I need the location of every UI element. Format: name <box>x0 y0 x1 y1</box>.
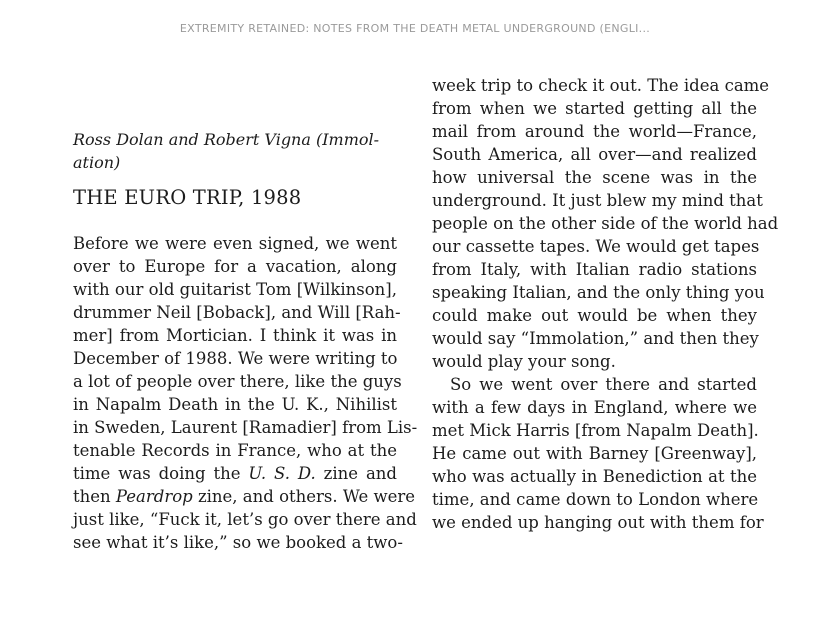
text-line: who was actually in Benediction at the <box>432 467 757 486</box>
text-segment: zine, and others. We were <box>192 487 416 506</box>
text-line: with a few days in England, where we <box>432 398 757 417</box>
text-segment: time was doing the <box>73 464 249 483</box>
text-line: time, and came down to London where <box>432 490 759 509</box>
text-line: mer] from Mortician. I think it was in <box>73 326 397 345</box>
text-line: in Napalm Death in the U. K., Nihilist <box>73 395 397 414</box>
text-line <box>73 462 397 485</box>
text-line: tenable Records in France, who at the <box>73 441 397 460</box>
text-line: met Mick Harris [from Napalm Death]. <box>432 421 759 440</box>
text-line: in Sweden, Laurent [Ramadier] from Lis- <box>73 418 418 437</box>
body-paragraph <box>432 373 764 534</box>
right-text-column <box>432 74 779 534</box>
text-line: from Italy, with Italian radio stations <box>432 260 757 279</box>
text-line: Before we were even signed, we went <box>73 234 397 253</box>
body-paragraph <box>432 74 779 373</box>
text-line: a lot of people over there, like the guys <box>73 372 402 391</box>
text-line: could make out would be when they <box>432 306 757 325</box>
text-line: how universal the scene was in the <box>432 168 757 187</box>
text-line: speaking Italian, and the only thing you <box>432 283 765 302</box>
chapter-title: THE EURO TRIP, 1988 <box>73 186 302 209</box>
book-title-header: EXTREMITY RETAINED: NOTES FROM THE DEATH METAL UNDERGROUND (ENGLI... <box>179 22 651 35</box>
text-line: would play your song. <box>432 352 616 371</box>
text-line: week trip to check it out. The idea came <box>432 76 770 95</box>
left-text-column <box>73 128 418 554</box>
text-line: South America, all over—and realized <box>432 145 757 164</box>
byline-line: ation) <box>73 153 121 172</box>
text-line <box>73 485 416 508</box>
chapter-byline <box>73 128 397 174</box>
text-segment: then <box>73 487 116 506</box>
text-line: He came out with Barney [Greenway], <box>432 444 757 463</box>
text-line: from when we started getting all the <box>432 99 757 118</box>
text-line: So we went over there and started <box>450 375 757 394</box>
text-line: people on the other side of the world had <box>432 214 779 233</box>
text-line: December of 1988. We were writing to <box>73 349 398 368</box>
italic-title: U. S. D. <box>248 464 316 483</box>
body-paragraph <box>73 232 418 554</box>
text-line: our cassette tapes. We would get tapes <box>432 237 760 256</box>
text-line: mail from around the world—France, <box>432 122 757 141</box>
text-line: just like, “Fuck it, let’s go over there and <box>73 510 417 529</box>
text-line: drummer Neil [Boback], and Will [Rah- <box>73 303 401 322</box>
byline-line: Ross Dolan and Robert Vigna (Immol- <box>73 130 380 149</box>
text-line: we ended up hanging out with them for <box>432 513 764 532</box>
text-line: with our old guitarist Tom [Wilkinson], <box>73 280 397 299</box>
text-line: see what it’s like,” so we booked a two- <box>73 533 403 552</box>
text-segment: zine and <box>315 464 397 483</box>
text-line: underground. It just blew my mind that <box>432 191 763 210</box>
italic-title: Peardrop <box>115 487 193 506</box>
text-line: over to Europe for a vacation, along <box>73 257 397 276</box>
text-line: would say “Immolation,” and then they <box>432 329 759 348</box>
